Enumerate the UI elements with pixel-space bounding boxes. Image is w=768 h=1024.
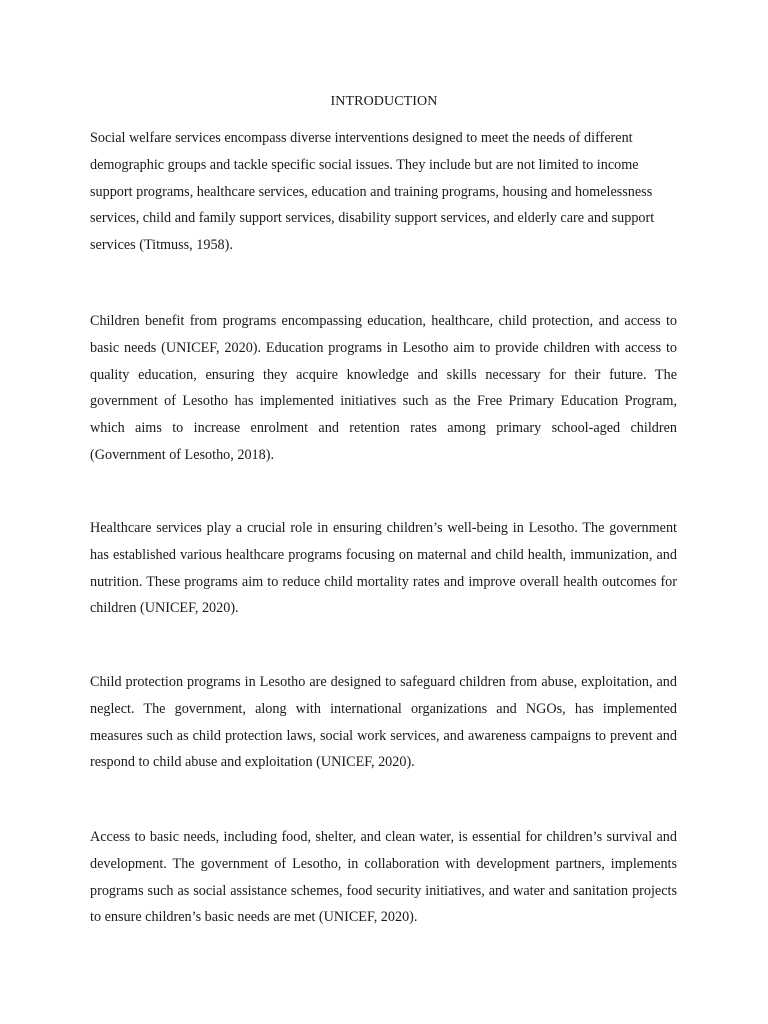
paragraph-social-welfare-overview: Social welfare services encompass diverse interventions designed to meet the needs of different demographic groups and tackle specific social issues. They include but are not limited to income support programs, healthcare services, education and training programs, housing and homelessness services, child and family support services, disability support services, and elderly care and support services (Titmuss, 1958). <box>90 130 655 254</box>
paragraph-children-education: Children benefit from programs encompassing education, healthcare, child protection, and access to basic needs (UNICEF, 2020). Education programs in Lesotho aim to provide children with access to quality education, ensuring they acquire knowledge and skills necessary for their future. The government of Lesotho has implemented initiatives such as the Free Primary Education Program, which aims to increase enrolment and retention rates among primary school-aged children (Government of Lesotho, 2018). <box>90 313 677 463</box>
paragraph-basic-needs: Access to basic needs, including food, shelter, and clean water, is essential for children’s survival and development. The government of Lesotho, in collaboration with development partners, implements programs such as social assistance schemes, food security initiatives, and water and sanitation projects to ensure children’s basic needs are met (UNICEF, 2020). <box>90 829 677 926</box>
document-title: INTRODUCTION <box>330 94 438 109</box>
paragraph-healthcare-services: Healthcare services play a crucial role in ensuring children’s well-being in Lesotho. The government has established various healthcare programs focusing on maternal and child health, immunization, and nutrition. These programs aim to reduce child mortality rates and improve overall health outcomes for children (UNICEF, 2020). <box>90 520 677 617</box>
paragraph-child-protection: Child protection programs in Lesotho are designed to safeguard children from abuse, exploitation, and neglect. The government, along with international organizations and NGOs, has implemented measures such as child protection laws, social work services, and awareness campaigns to prevent and respond to child abuse and exploitation (UNICEF, 2020). <box>90 674 677 771</box>
